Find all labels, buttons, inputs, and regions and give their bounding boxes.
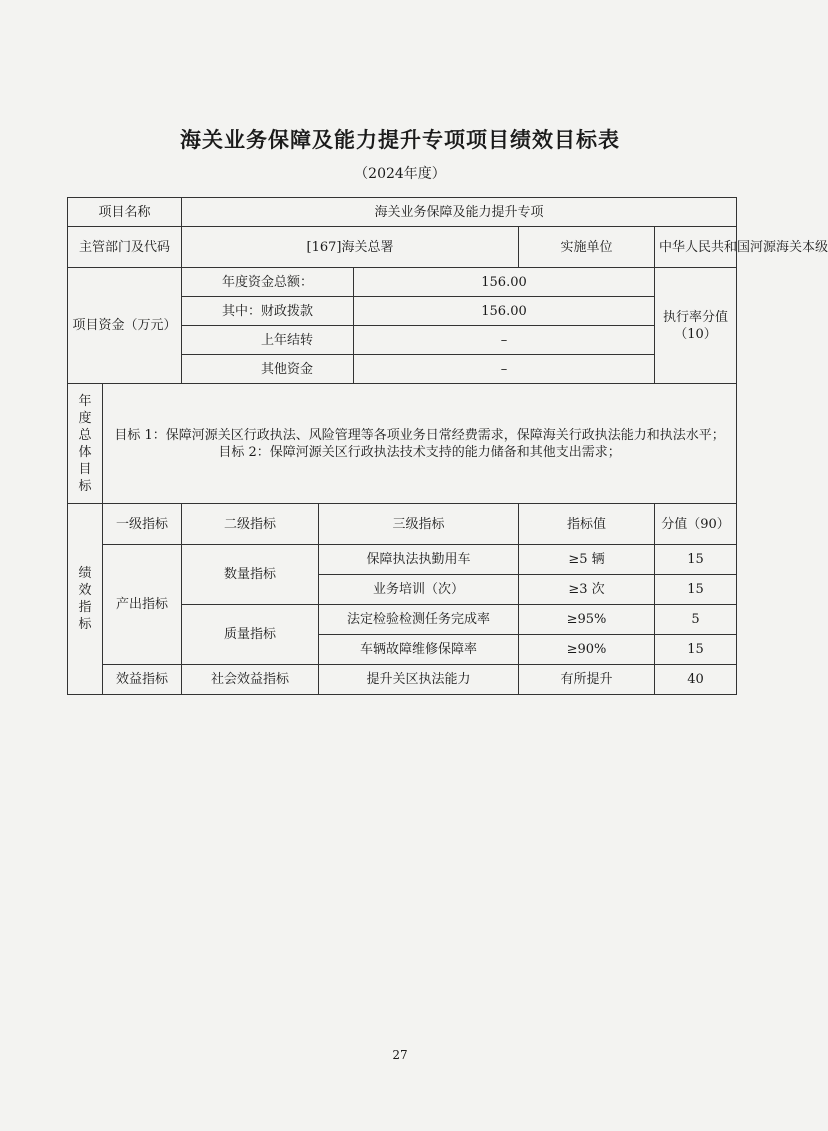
- funds-rate-label: 执行率分值（10）: [655, 268, 737, 384]
- performance-table: [67, 197, 828, 695]
- indicator-row: [68, 545, 737, 575]
- indicator-name: 提升关区执法能力: [319, 665, 519, 695]
- indicator-score: 15: [655, 545, 737, 575]
- indicator-header-row: [68, 504, 737, 545]
- funds-label: 项目资金（万元）: [68, 268, 182, 384]
- indicator-score: 15: [655, 575, 737, 605]
- indicator-value: ≥90%: [519, 635, 655, 665]
- header-value: 指标值: [519, 504, 655, 545]
- impl-label: 实施单位: [519, 227, 655, 268]
- goals-label: 年度总体目标: [78, 393, 92, 494]
- header-level3: 三级指标: [319, 504, 519, 545]
- page-title: 海关业务保障及能力提升专项项目绩效目标表: [180, 127, 620, 152]
- indicator-score: 40: [655, 665, 737, 695]
- funds-other-label: 其他资金: [182, 355, 354, 384]
- project-name-value: 海关业务保障及能力提升专项: [182, 198, 737, 227]
- funds-row-total: [68, 268, 737, 297]
- benefit-indicator-label: 效益指标: [103, 665, 182, 695]
- impl-value: 中华人民共和国河源海关本级: [655, 227, 737, 268]
- indicator-score: 5: [655, 605, 737, 635]
- indicator-name: 法定检验检测任务完成率: [319, 605, 519, 635]
- dept-row: [68, 227, 737, 268]
- funds-carryover-label: 上年结转: [182, 326, 354, 355]
- goal-item-1: 目标 1：保障河源关区行政执法、风险管理等各项业务日常经费需求，保障海关行政执法能力和执法水平；: [114, 427, 725, 443]
- page-number: 27: [392, 1048, 408, 1062]
- social-benefit-label: 社会效益指标: [182, 665, 319, 695]
- indicators-label: 绩效指标: [78, 566, 92, 632]
- indicator-score: 15: [655, 635, 737, 665]
- page-subtitle: （2024年度）: [354, 166, 446, 182]
- quality-indicator-label: 质量指标: [182, 605, 319, 665]
- indicator-row: [68, 665, 737, 695]
- quantity-indicator-label: 数量指标: [182, 545, 319, 605]
- funds-total-label: 年度资金总额：: [182, 268, 354, 297]
- indicator-name: 车辆故障维修保障率: [319, 635, 519, 665]
- goal-item-2: 目标 2：保障河源关区行政执法技术支持的能力储备和其他支出需求；: [218, 444, 621, 460]
- project-name-label: 项目名称: [68, 198, 182, 227]
- header-score: 分值（90）: [655, 504, 737, 545]
- indicator-name: 保障执法执勤用车: [319, 545, 519, 575]
- funds-fiscal-label: 其中：财政拨款: [182, 297, 354, 326]
- funds-other-value: –: [354, 355, 655, 384]
- goals-text-cell: [103, 384, 737, 504]
- dept-value: [167]海关总署: [182, 227, 519, 268]
- header-level1: 一级指标: [103, 504, 182, 545]
- header-level2: 二级指标: [182, 504, 319, 545]
- output-indicator-label: 产出指标: [103, 545, 182, 665]
- dept-label: 主管部门及代码: [68, 227, 182, 268]
- indicator-value: 有所提升: [519, 665, 655, 695]
- indicator-value: ≥5 辆: [519, 545, 655, 575]
- funds-fiscal-value: 156.00: [354, 297, 655, 326]
- indicator-value: ≥95%: [519, 605, 655, 635]
- funds-total-value: 156.00: [354, 268, 655, 297]
- indicator-name: 业务培训（次）: [319, 575, 519, 605]
- goals-label-cell: [68, 384, 103, 504]
- indicator-value: ≥3 次: [519, 575, 655, 605]
- project-name-row: [68, 198, 737, 227]
- goals-row: [68, 384, 737, 504]
- indicators-label-cell: [68, 504, 103, 695]
- funds-carryover-value: –: [354, 326, 655, 355]
